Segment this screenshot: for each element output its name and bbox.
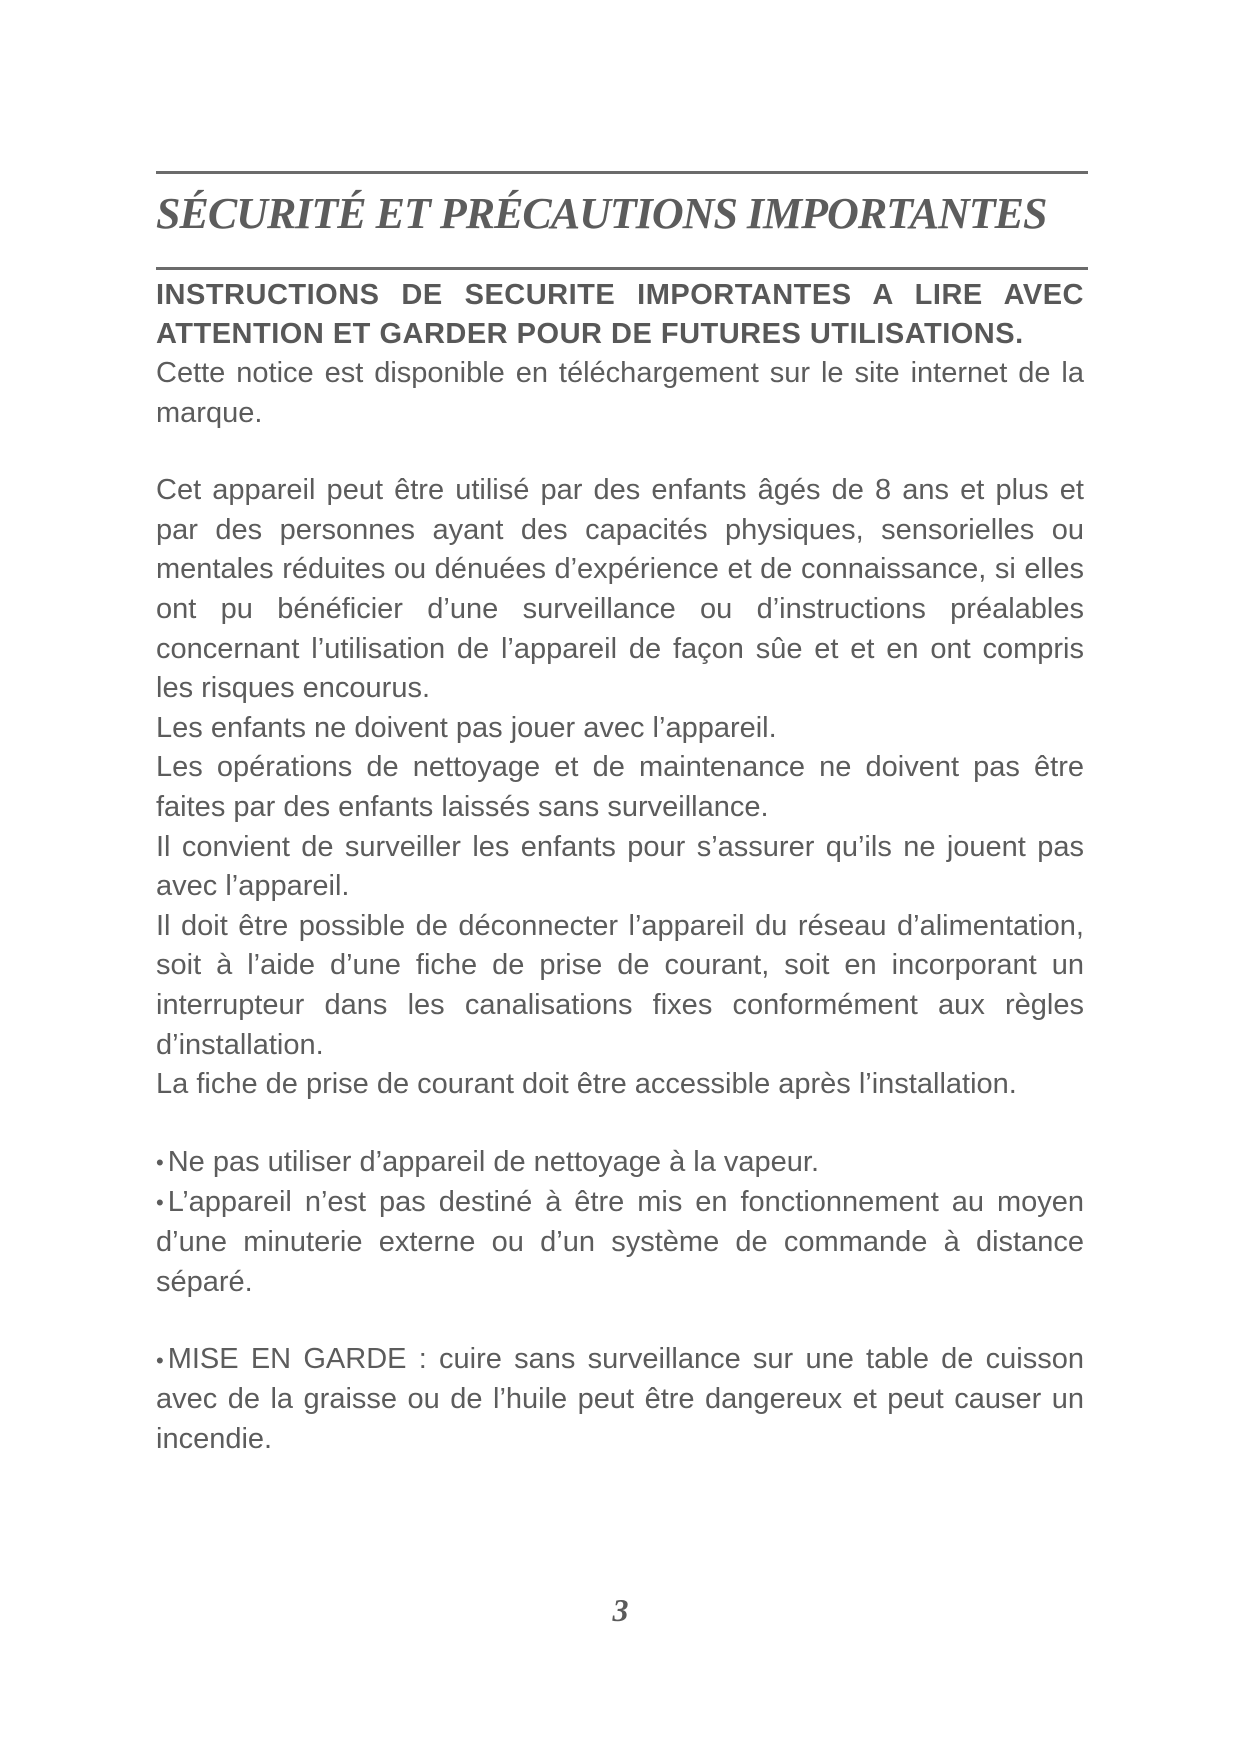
spacer (156, 433, 1084, 471)
title-top-rule (156, 171, 1088, 174)
paragraph-supervise: Il convient de surveiller les enfants pour s’assurer qu’ils ne jouent pas avec l’appareil. (156, 830, 1084, 903)
bullet-item-timer (156, 1183, 1084, 1302)
bullet-item-steam (156, 1143, 1084, 1183)
bullet-item-warning (156, 1340, 1084, 1459)
paragraph-cleaning: Les opérations de nettoyage et de maintenance ne doivent pas être faites par des enfants laissés sans surveillance. (156, 751, 1084, 823)
page-number: 3 (612, 1592, 629, 1628)
intro-paragraph: Cette notice est disponible en téléchargement sur le site internet de la marque. (156, 357, 1084, 429)
page-title: SÉCURITÉ ET PRÉCAUTIONS IMPORTANTES (156, 189, 1047, 238)
bullet-text: MISE EN GARDE : cuire sans surveillance sur une table de cuisson avec de la graisse ou de l’huile peut être dangereux et peut causer un incendie. (156, 1343, 1084, 1455)
bullet-text: L’appareil n’est pas destiné à être mis en fonctionnement au moyen d’une minuterie externe ou d’un système de commande à distance séparé. (156, 1185, 1084, 1298)
spacer (156, 1105, 1084, 1143)
bullet-icon: • (156, 1347, 164, 1373)
bullet-icon: • (156, 1190, 164, 1216)
document-body (156, 276, 1084, 1459)
paragraph-children-usage: Cet appareil peut être utilisé par des enfants âgés de 8 ans et plus et par des personnes ayant des capacités physiques, sensorielles ou mentales réduites ou dénuées d’expérience et de connaissance, si elles ont pu bénéficier d’une surveillance ou d’instructions préalables concernant l’utilisation de l’appareil de façon sûe et et en ont compris les risques encourus. (156, 474, 1084, 705)
paragraph-children-play: Les enfants ne doivent pas jouer avec l’appareil. (156, 711, 777, 744)
section-subtitle: INSTRUCTIONS DE SECURITE IMPORTANTES A LIRE AVEC ATTENTION ET GARDER POUR DE FUTURES UTILISATIONS. (156, 279, 1084, 350)
spacer (156, 1302, 1084, 1340)
bullet-icon: • (156, 1150, 164, 1176)
title-bottom-rule (156, 267, 1088, 270)
paragraph-plug-access: La fiche de prise de courant doit être accessible après l’installation. (156, 1068, 1017, 1101)
bullet-text: Ne pas utiliser d’appareil de nettoyage à la vapeur. (167, 1145, 820, 1178)
paragraph-disconnect: Il doit être possible de déconnecter l’appareil du réseau d’alimentation, soit à l’aide d’une fiche de prise de courant, soit en incorporant un interrupteur dans les canalisations fixes conformément aux règles d’installation. (156, 909, 1084, 1061)
